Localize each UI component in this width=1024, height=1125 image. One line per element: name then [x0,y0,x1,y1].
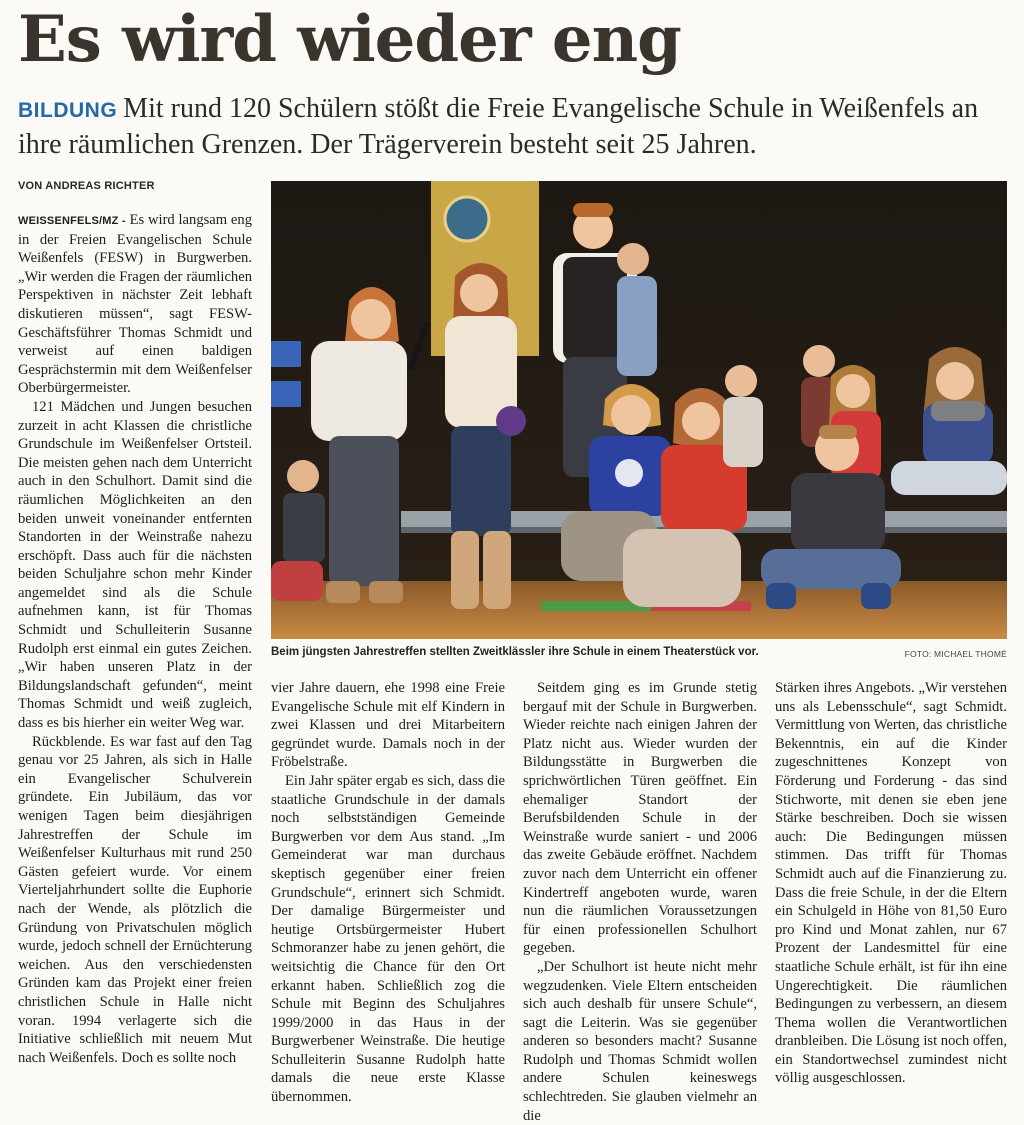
article-paragraph: Stärken ihres Angebots. „Wir verstehen uns als Lebensschule“, sagt Schmidt. Vermittlung von Werten, das christliche Bekenntnis, ein auf die Kinder zugeschnittenes Konzept von Förderung und Forderung - das sind Stichworte, mit denen sie eben jene Stärke beschreiben. Doch sie wissen auch: Die Bedingungen müssen stimmen. Das trifft für Thomas Schmidt auch auf die Finanzierung zu. Dass die freie Schule, in der die Eltern ein Schulgeld in Höhe von 81,50 Euro pro Kind und Monat zahlen, nur 67 Prozent der Landesmittel für eine staatliche Schule erhält, ist für ihn eine Ungerechtigkeit. Die räumlichen Bedingungen zu verbessern, an diesem Thema wollen die Verantwortlichen dranbleiben. Die Lösung ist noch offen, ein Standortwechsel zumindest nicht völlig ausgeschlossen. [775,680,1007,1087]
byline: VON ANDREAS RICHTER [18,180,155,192]
banner-emblem [445,197,489,241]
article-column-3 [523,679,757,1125]
article-paragraph: vier Jahre dauern, ehe 1998 eine Freie Evangelische Schule mit elf Kindern in zwei Klassen und drei Mitarbeitern gegründet wurde. Damals noch in der Fröbelstraße. [271,680,505,771]
paragraph-text: Es wird langsam eng in der Freien Evangelischen Schule Weißenfels (FESW) in Burgwerben. „Wir werden die Fragen der räumlichen Perspektiven in nächster Zeit lebhaft diskutieren müssen“, sagt FESW-Geschäftsführer Thomas Schmidt und verweist auf einen baldigen Gesprächstermin mit dem Weißenfelser Oberbürgermeister. [18,212,252,397]
photo-credit: FOTO: MICHAEL THOMÉ [904,649,1007,659]
stage-scene-illustration [271,181,1007,639]
article-column-4 [775,679,1007,1088]
subhead-text: Mit rund 120 Schülern stößt die Freie Evangelische Schule in Weißenfels an ihre räumlichen Grenzen. Der Trägerverein besteht seit 25 Jahren. [18,93,979,160]
article-paragraph [18,211,252,398]
article-photo [271,181,1007,639]
headline: Es wird wieder eng [18,2,681,77]
article-paragraph: Seitdem ging es im Grunde stetig bergauf mit der Schule in Burgwerben. Wieder reichte nach einigen Jahren der Platz nicht aus. Wieder wurden der Bildungsstätte in Burgwerben die sprichwörtlichen Türen geöffnet. Ein ehemaliger Standort der Berufsbildenden Schule in der Weinstraße wurde saniert - und 2006 das zweite Gebäude eröffnet. Nachdem zuvor nach dem Unterricht ein offener Kindertreff angeboten wurde, waren nun die räumlichen Voraussetzungen für einen professionellen Schulhort gegeben. [523,680,757,957]
dateline: WEISSENFELS/MZ - [18,215,126,227]
article-paragraph: Rückblende. Es war fast auf den Tag genau vor 25 Jahren, als sich in Halle ein Evangelischer Schulverein gründete. Ein Jubiläum, das vor wenigen Tagen beim diesjährigen Jahrestreffen der Schule im Weißenfelser Kulturhaus mit rund 250 Gästen gefeiert wurde. Vor einem Vierteljahrhundert sollte die Euphorie nach der Wende, als plötzlich die Gründung von Privatschulen möglich wurde, jedoch schnell der Ernüchterung weichen. Aus den verschiedensten Gründen kam das Projekt einer freien christlichen Schule in Halle nicht voran. 1994 verlagerte sich die Initiative schließlich mit neuem Mut nach Weißenfels. Doch es sollte noch [18,733,252,1066]
section-kicker: BILDUNG [18,99,118,122]
article-column-1 [18,211,252,1067]
photo-caption: Beim jüngsten Jahrestreffen stellten Zweitklässler ihre Schule in einem Theaterstück vor. [271,646,759,658]
article-column-2 [271,679,505,1107]
subhead [18,92,1008,162]
article-paragraph: Ein Jahr später ergab es sich, dass die staatliche Grundschule in der damals noch selbstständigen Gemeinde Burgwerben vor dem Aus stand. „Im Gemeinderat war man durchaus skeptisch gegenüber einer freien Grundschule“, erinnert sich Schmidt. Der damalige Bürgermeister und heutige Ortsbürgermeister Hubert Schmoranzer habe zu jenen gehört, die weitsichtig die Chance für den Ort erkannt haben. Schließlich zog die Schule mit Beginn des Schuljahres 1999/2000 in das Haus in der Burgwerbener Weinstraße. Die heutige Schulleiterin Susanne Rudolph hatte damals die neue erste Klasse übernommen. [271,772,505,1106]
article-paragraph: „Der Schulhort ist heute nicht mehr wegzudenken. Viele Eltern entscheiden sich auch deshalb für unsere Schule“, sagt die Leiterin. Was sie gegenüber anderen so besonders macht? Susanne Rudolph und Thomas Schmidt wollen andere Schulen keineswegs schlechtreden. Sie glauben vielmehr an die [523,958,757,1124]
article-paragraph: 121 Mädchen und Jungen besuchen zurzeit in acht Klassen die christliche Grundschule im Weißenfelser Ortsteil. Die meisten gehen nach dem Unterricht auch in den Schulhort. Damit sind die räumlichen Möglichkeiten an den beiden unweit voneinander entfernten Standorten in der Weinstraße nahezu erschöpft. Dass auch für die nächsten beiden Schuljahre schon mehr Kinder angemeldet sind als die Schule aufnehmen kann, ist für Thomas Schmidt und Schulleiterin Susanne Rudolph erst einmal ein gutes Zeichen. „Wir haben unseren Platz in der Bildungslandschaft gefunden“, meint Thomas Schmidt und weiß zugleich, dass es bis hierher ein weiter Weg war. [18,398,252,732]
